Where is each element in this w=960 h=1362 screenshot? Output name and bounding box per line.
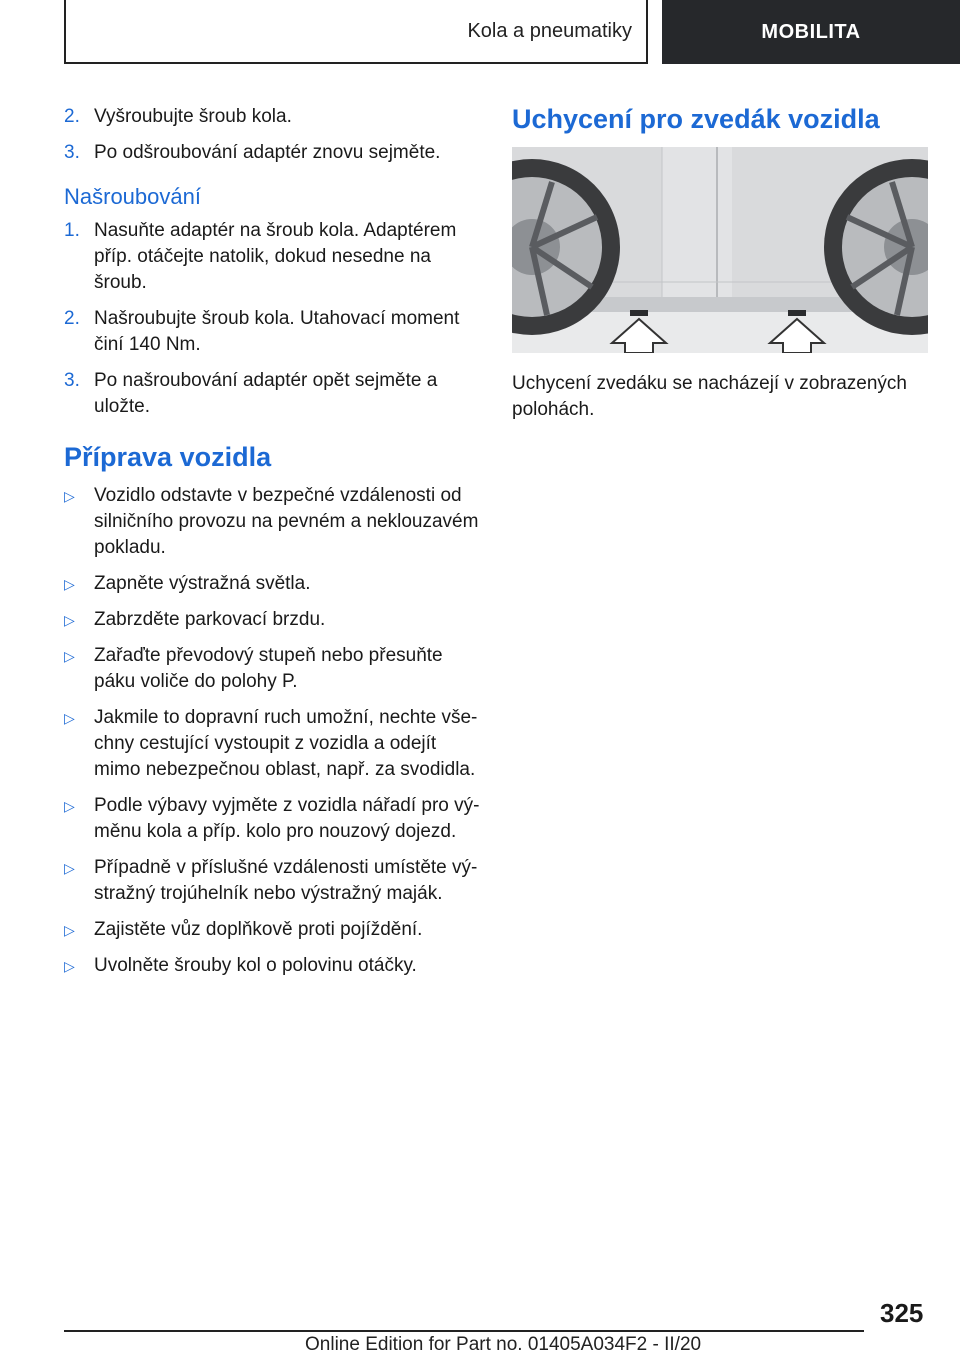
bullet-text: Případně v příslušné vzdálenosti umístěte výstražný trojúhelník nebo výstražný maják. [94, 857, 478, 904]
bullet-text: Podle výbavy vyjměte z vozidla nářadí pro výměnu kola a příp. kolo pro nouzový dojezd. [94, 795, 480, 842]
heading-screwing: Našroubování [64, 184, 201, 209]
step-number: 2. [64, 308, 80, 329]
page-number: 325 [880, 1298, 924, 1328]
bullet-text: Zařaďte převodový stupeň nebo přesuňte páku voliče do polohy P. [94, 645, 443, 692]
step-item [64, 104, 484, 130]
bullet-item [64, 483, 484, 561]
jack-points-illustration [512, 147, 928, 353]
bullet-text: Jakmile to dopravní ruch umožní, nechte všechny cestující vystoupit z vozidla a odejít mimo nebezpečnou oblast, např. za svodidla. [94, 707, 478, 780]
triangle-bullet-icon: ▷ [64, 958, 75, 974]
header-section-title [64, 0, 648, 64]
step-text: Vyšroubujte šroub kola. [94, 106, 292, 127]
triangle-bullet-icon: ▷ [64, 576, 75, 592]
step-number: 3. [64, 142, 80, 163]
footer-edition: Online Edition for Part no. 01405A034F2 - II/20 [305, 1334, 702, 1355]
bullet-item [64, 953, 484, 979]
bullet-text: Uvolněte šrouby kol o polovinu otáčky. [94, 955, 417, 976]
step-number: 1. [64, 220, 80, 241]
bullet-item [64, 855, 484, 907]
left-column [64, 104, 484, 989]
footer-divider [64, 1330, 864, 1332]
triangle-bullet-icon: ▷ [64, 710, 75, 726]
triangle-bullet-icon: ▷ [64, 488, 75, 504]
step-number: 3. [64, 370, 80, 391]
bullet-text: Vozidlo odstavte v bezpečné vzdálenosti od silničního provozu na pevném a neklouzavém pokladu. [94, 485, 479, 558]
bullet-item [64, 793, 484, 845]
step-item [64, 218, 484, 296]
chapter-title-text: MOBILITA [761, 20, 861, 43]
step-text: Po našroubování adaptér opět sejměte a uložte. [94, 370, 438, 417]
step-number: 2. [64, 106, 80, 127]
step-item [64, 368, 484, 420]
bullet-item [64, 917, 484, 943]
bullet-text: Zapněte výstražná světla. [94, 573, 311, 594]
bullet-text: Zajistěte vůz doplňkově proti pojíždění. [94, 919, 423, 940]
right-column [512, 104, 932, 423]
step-text: Po odšroubování adaptér znovu sejměte. [94, 142, 441, 163]
triangle-bullet-icon: ▷ [64, 612, 75, 628]
bullet-item [64, 571, 484, 597]
heading-vehicle-preparation: Příprava vozidla [64, 442, 272, 472]
triangle-bullet-icon: ▷ [64, 860, 75, 876]
bullet-item [64, 643, 484, 695]
triangle-bullet-icon: ▷ [64, 922, 75, 938]
triangle-bullet-icon: ▷ [64, 648, 75, 664]
bullet-text: Zabrzděte parkovací brzdu. [94, 609, 326, 630]
section-title-text: Kola a pneumatiky [467, 19, 632, 42]
step-text: Nasuňte adaptér na šroub kola. Adaptérem příp. otáčejte natolik, dokud nesedne na šroub. [94, 220, 457, 293]
bullet-item [64, 607, 484, 633]
triangle-bullet-icon: ▷ [64, 798, 75, 814]
heading-jack-points: Uchycení pro zvedák vozidla [512, 104, 880, 134]
figure-caption: Uchycení zvedáku se nacházejí v zobrazených polohách. [512, 373, 907, 420]
step-item [64, 306, 484, 358]
step-item [64, 140, 484, 166]
step-text: Našroubujte šroub kola. Utahovací moment činí 140 Nm. [94, 308, 460, 355]
bullet-item [64, 705, 484, 783]
header-chapter-tab [662, 0, 960, 64]
